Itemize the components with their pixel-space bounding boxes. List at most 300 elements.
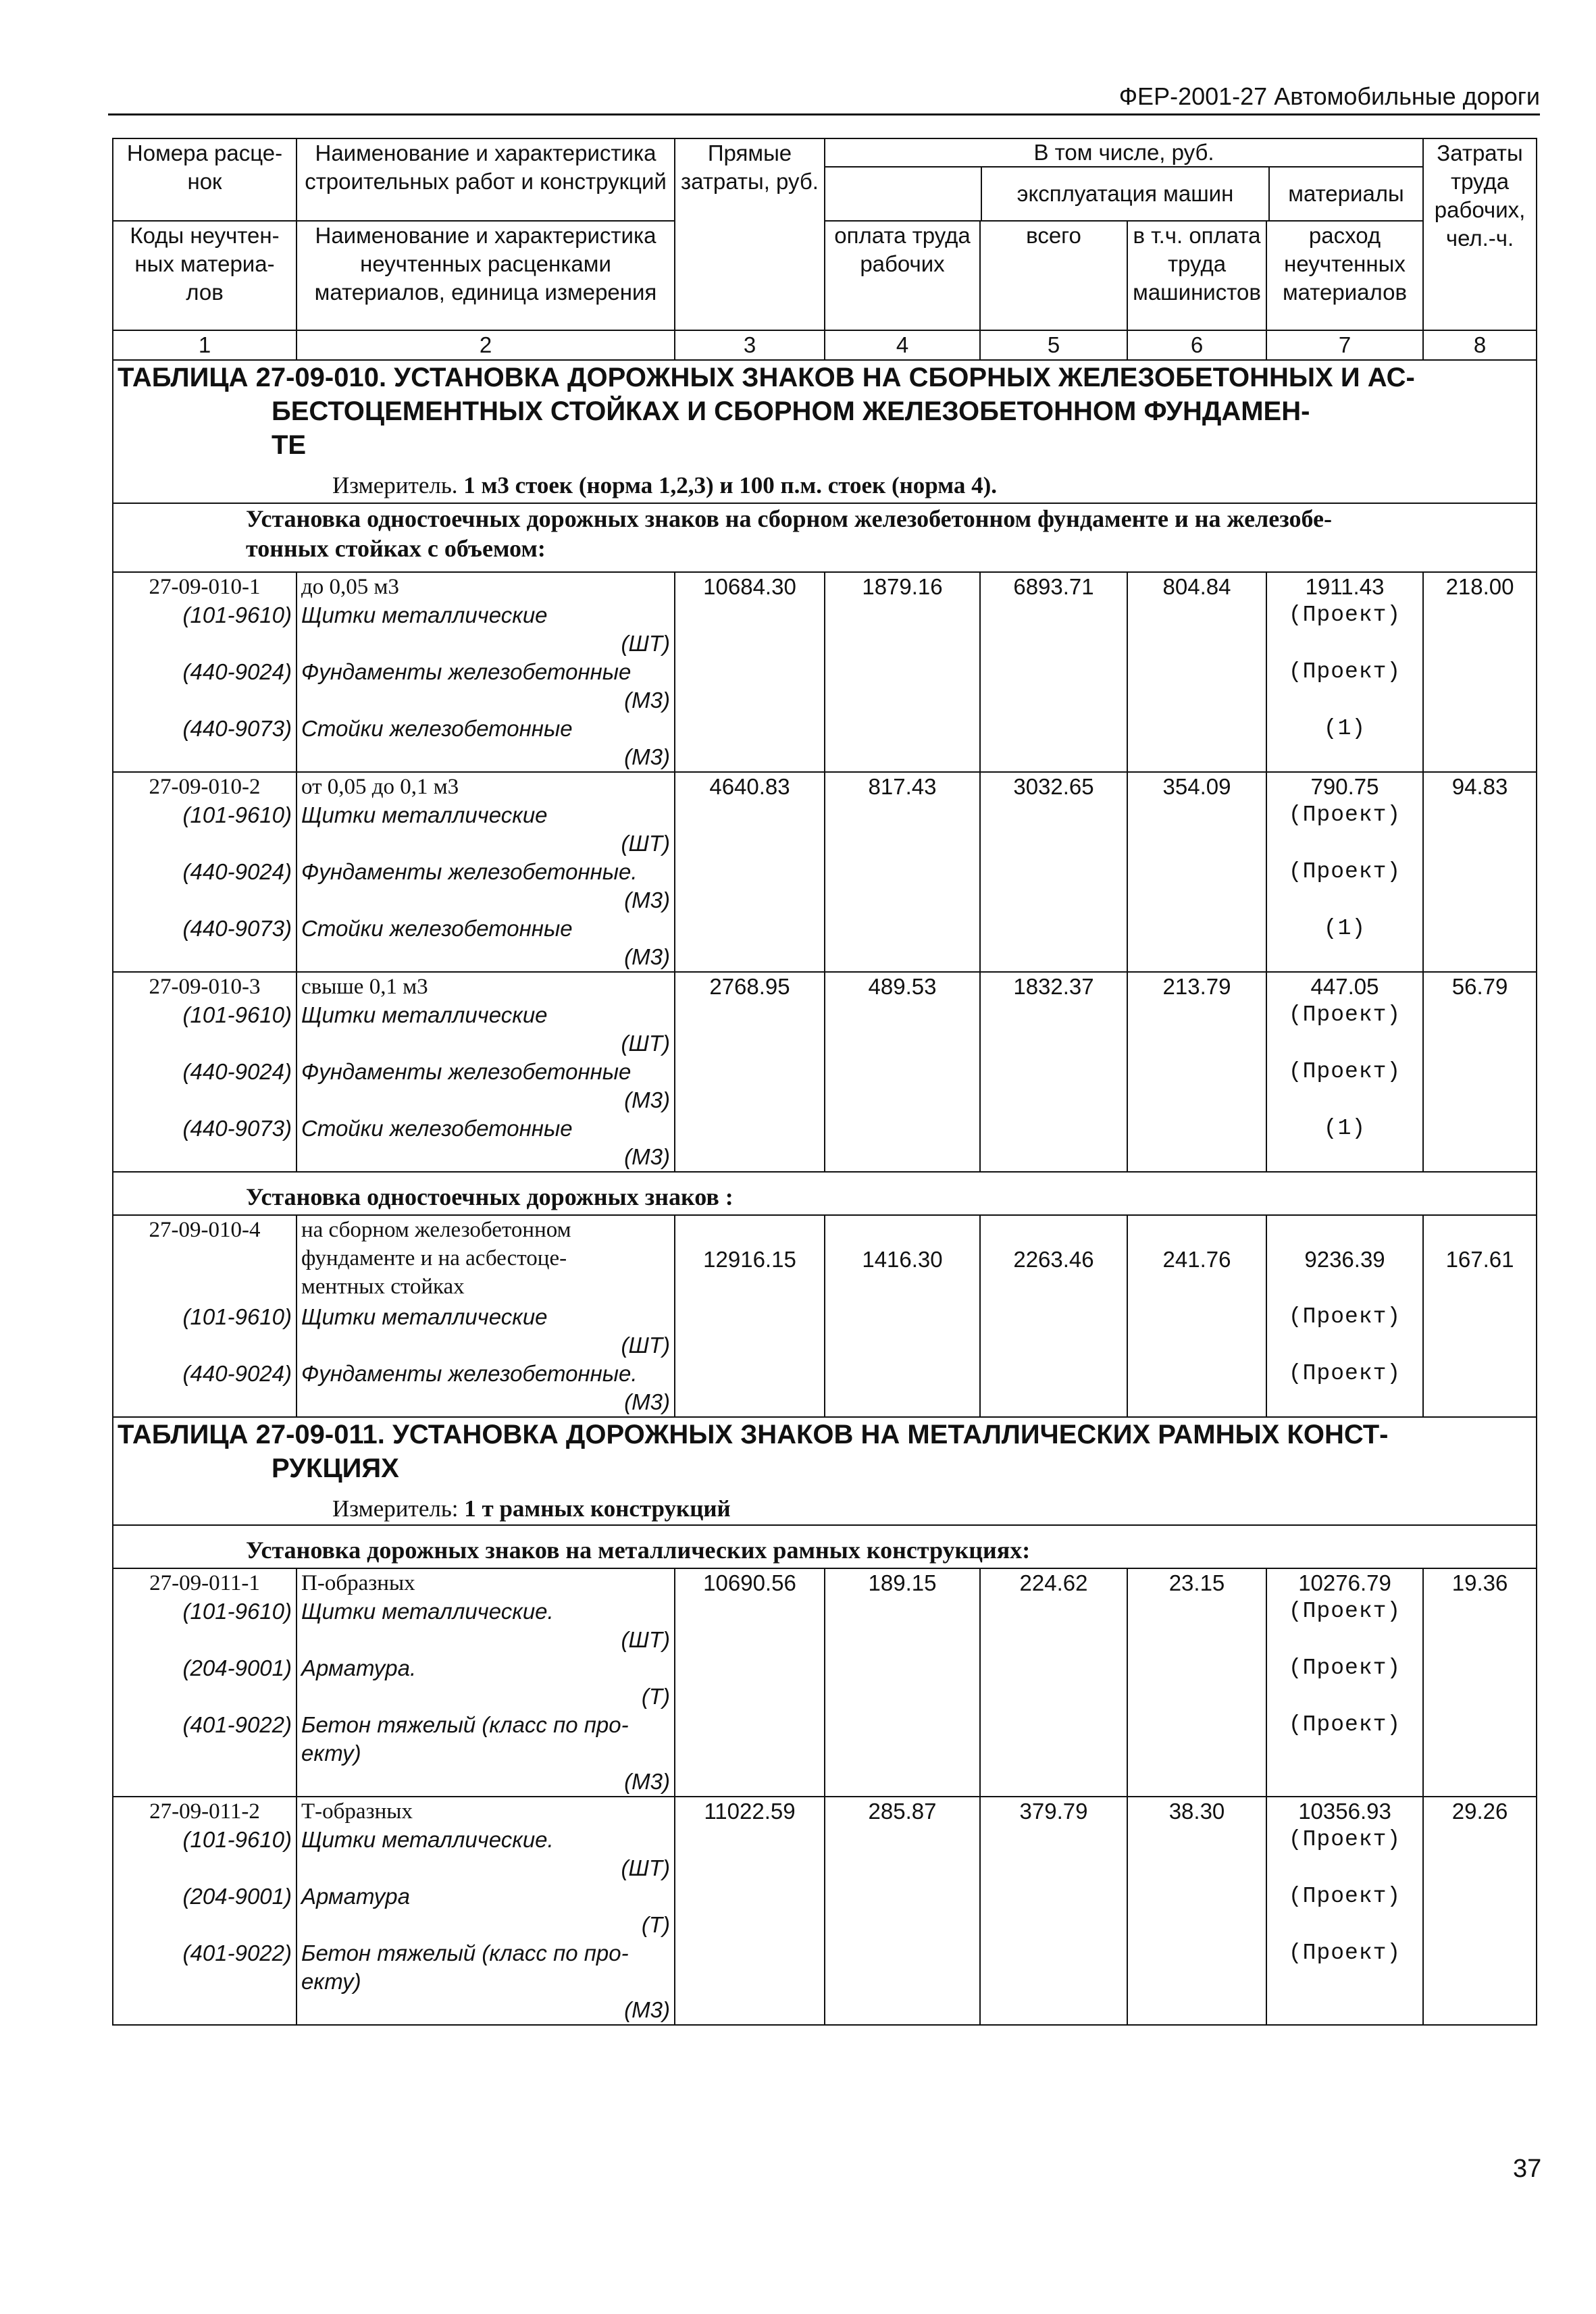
subsection-line: Установка одностоечных дорожных знаков : (246, 1183, 733, 1210)
empty-cell (980, 943, 1127, 972)
page-number: 37 (1513, 2155, 1542, 2183)
value-hours: 218.00 (1423, 572, 1537, 601)
rate-row (113, 972, 1537, 1001)
empty-cell (1423, 1911, 1537, 1939)
rate-name: Т-образных (297, 1797, 675, 1826)
material-qty: (1) (1266, 715, 1423, 743)
empty-cell (675, 1911, 825, 1939)
empty-cell (825, 1826, 980, 1854)
title-line: ТАБЛИЦА 27-09-011. УСТАНОВКА ДОРОЖНЫХ ЗНАКОВ НА МЕТАЛЛИЧЕСКИХ РАМНЫХ КОНСТ- (118, 1420, 1389, 1449)
header-row-2 (113, 221, 1537, 330)
material-unit: (ШТ) (297, 1854, 675, 1882)
material-unit: (ШТ) (297, 1331, 675, 1360)
rate-name: П-образных (297, 1568, 675, 1597)
subsection-line: Установка одностоечных дорожных знаков на сборном железобетонном фундаменте и на железобе- (246, 505, 1333, 532)
empty-cell (1423, 1882, 1537, 1911)
empty-cell (980, 629, 1127, 658)
material-unit-row (113, 743, 1537, 772)
empty-cell (980, 1939, 1127, 1996)
material-code: (401-9022) (113, 1939, 297, 1996)
empty-cell (825, 858, 980, 886)
value-direct: 2768.95 (675, 972, 825, 1001)
material-name: Стойки железобетонные (297, 1114, 675, 1143)
material-code: (440-9073) (113, 715, 297, 743)
empty-cell (980, 886, 1127, 915)
empty-cell (1423, 1654, 1537, 1682)
material-unit: (М3) (297, 943, 675, 972)
material-code: (101-9610) (113, 601, 297, 629)
empty-cell (675, 1626, 825, 1654)
value-labor: 817.43 (825, 772, 980, 801)
empty-cell (675, 1939, 825, 1996)
measure-unit (332, 471, 1532, 500)
empty-cell (1423, 743, 1537, 772)
material-qty: (Проект) (1266, 1882, 1423, 1911)
value-direct: 11022.59 (675, 1797, 825, 1826)
material-row (113, 1058, 1537, 1086)
measure-unit (332, 1495, 1532, 1523)
empty-cell (113, 1682, 297, 1711)
empty-cell (1127, 1939, 1266, 1996)
empty-cell (980, 1360, 1127, 1388)
material-qty: (Проект) (1266, 1939, 1423, 1996)
material-code: (401-9022) (113, 1711, 297, 1768)
empty-cell (113, 629, 297, 658)
empty-cell (675, 1303, 825, 1331)
empty-cell (1266, 829, 1423, 858)
material-qty: (Проект) (1266, 658, 1423, 686)
empty-cell (980, 1654, 1127, 1682)
empty-cell (825, 1388, 980, 1417)
empty-cell (675, 858, 825, 886)
hdr-labor: оплата труда рабочих (825, 221, 980, 330)
rate-code: 27-09-011-1 (113, 1568, 297, 1597)
colnum: 2 (297, 330, 675, 360)
empty-cell (1423, 858, 1537, 886)
table-title-cell (113, 1417, 1537, 1525)
material-code: (101-9610) (113, 1826, 297, 1854)
empty-cell (1266, 686, 1423, 715)
empty-cell (1127, 743, 1266, 772)
empty-cell (675, 1882, 825, 1911)
material-row (113, 1711, 1537, 1768)
material-unit: (М3) (297, 743, 675, 772)
material-name: Щитки металлические. (297, 1826, 675, 1854)
empty-cell (825, 886, 980, 915)
value-mach-labor: 354.09 (1127, 772, 1266, 801)
empty-cell (675, 1388, 825, 1417)
empty-cell (113, 1768, 297, 1797)
empty-cell (1127, 1768, 1266, 1797)
empty-cell (1127, 1882, 1266, 1911)
subsection-row (113, 1525, 1537, 1568)
value-direct: 12916.15 (675, 1215, 825, 1303)
material-qty: (Проект) (1266, 1597, 1423, 1626)
material-unit-row (113, 1854, 1537, 1882)
empty-cell (1127, 629, 1266, 658)
empty-cell (113, 1911, 297, 1939)
empty-cell (675, 886, 825, 915)
material-unit-row (113, 1626, 1537, 1654)
title-line: ТЕ (272, 430, 307, 460)
table-title (118, 1418, 1532, 1485)
material-name: Фундаменты железобетонные (297, 1058, 675, 1086)
value-direct: 10690.56 (675, 1568, 825, 1597)
material-unit-row (113, 1143, 1537, 1172)
value-mach-total: 379.79 (980, 1797, 1127, 1826)
empty-cell (113, 886, 297, 915)
rate-code: 27-09-010-1 (113, 572, 297, 601)
material-unit-row (113, 1996, 1537, 2025)
subsection-title (118, 1535, 1532, 1565)
empty-cell (825, 1882, 980, 1911)
empty-cell (1423, 943, 1537, 972)
material-qty: (Проект) (1266, 601, 1423, 629)
material-name: Арматура. (297, 1654, 675, 1682)
value-labor: 489.53 (825, 972, 980, 1001)
value-mach-total: 1832.37 (980, 972, 1127, 1001)
empty-cell (825, 1331, 980, 1360)
empty-cell (675, 1331, 825, 1360)
empty-cell (1266, 629, 1423, 658)
material-row (113, 1654, 1537, 1682)
material-name: Фундаменты железобетонные. (297, 858, 675, 886)
rates-table (112, 138, 1537, 2026)
material-unit-row (113, 1331, 1537, 1360)
value-materials: 790.75 (1266, 772, 1423, 801)
material-code: (204-9001) (113, 1654, 297, 1682)
empty-cell (825, 743, 980, 772)
material-name: Арматура (297, 1882, 675, 1911)
hdr-materials: материалы (1288, 181, 1404, 206)
empty-cell (980, 743, 1127, 772)
empty-cell (113, 686, 297, 715)
material-name: Фундаменты железобетонные. (297, 1360, 675, 1388)
empty-cell (1266, 1768, 1423, 1797)
empty-cell (980, 1114, 1127, 1143)
material-unit-row (113, 886, 1537, 915)
empty-cell (980, 1086, 1127, 1114)
empty-cell (675, 743, 825, 772)
empty-cell (1127, 1826, 1266, 1854)
rate-name-line: фундаменте и на асбестоце- (301, 1246, 567, 1270)
empty-cell (980, 1996, 1127, 2025)
material-row (113, 658, 1537, 686)
hdr-mat-usage: расход неучтенных материалов (1266, 221, 1423, 330)
value-mach-labor: 241.76 (1127, 1215, 1266, 1303)
empty-cell (1266, 1626, 1423, 1654)
title-line: ТАБЛИЦА 27-09-010. УСТАНОВКА ДОРОЖНЫХ ЗНАКОВ НА СБОРНЫХ ЖЕЛЕЗОБЕТОННЫХ И АС- (118, 363, 1415, 392)
empty-cell (675, 601, 825, 629)
empty-cell (675, 1654, 825, 1682)
empty-cell (825, 686, 980, 715)
empty-cell (675, 1360, 825, 1388)
value-hours: 29.26 (1423, 1797, 1537, 1826)
empty-cell (980, 1597, 1127, 1626)
material-unit-row (113, 1682, 1537, 1711)
empty-cell (980, 686, 1127, 715)
subsection-row (113, 1172, 1537, 1215)
empty-cell (1423, 1854, 1537, 1882)
empty-cell (675, 1597, 825, 1626)
empty-cell (675, 801, 825, 829)
empty-cell (825, 1626, 980, 1654)
empty-cell (1127, 829, 1266, 858)
empty-cell (1266, 743, 1423, 772)
hdr-machines: эксплуатация машин (982, 168, 1270, 220)
empty-cell (825, 1654, 980, 1682)
empty-cell (825, 1711, 980, 1768)
empty-cell (1423, 1058, 1537, 1086)
empty-cell (675, 1854, 825, 1882)
empty-cell (825, 601, 980, 629)
empty-cell (1127, 858, 1266, 886)
material-unit-row (113, 629, 1537, 658)
empty-cell (980, 1029, 1127, 1058)
empty-cell (113, 1626, 297, 1654)
colnum: 8 (1423, 330, 1537, 360)
empty-cell (1423, 1939, 1537, 1996)
material-name: Стойки железобетонные (297, 915, 675, 943)
empty-cell (825, 1143, 980, 1172)
material-unit: (М3) (297, 886, 675, 915)
empty-cell (1127, 915, 1266, 943)
subsection-cell (113, 1525, 1537, 1568)
material-name (297, 1711, 675, 1768)
hdr-codes: Номера расце-нок (113, 138, 297, 221)
empty-cell (1266, 1996, 1423, 2025)
empty-cell (980, 915, 1127, 943)
rate-code: 27-09-010-2 (113, 772, 297, 801)
empty-cell (1423, 1029, 1537, 1058)
material-name: Щитки металлические (297, 1303, 675, 1331)
empty-cell (1423, 1626, 1537, 1654)
colnum: 5 (980, 330, 1127, 360)
empty-cell (675, 1029, 825, 1058)
empty-cell (1423, 1303, 1537, 1331)
material-qty: (Проект) (1266, 858, 1423, 886)
empty-cell (1423, 886, 1537, 915)
material-row (113, 801, 1537, 829)
empty-cell (675, 1682, 825, 1711)
table-27-09-011-header (113, 1417, 1537, 1525)
material-row (113, 1826, 1537, 1854)
hdr-mach-total: всего (980, 221, 1127, 330)
empty-cell (980, 715, 1127, 743)
material-row (113, 1939, 1537, 1996)
value-materials: 1911.43 (1266, 572, 1423, 601)
empty-cell (113, 1996, 297, 2025)
empty-cell (675, 915, 825, 943)
empty-cell (1127, 801, 1266, 829)
empty-cell (675, 1826, 825, 1854)
colnum: 3 (675, 330, 825, 360)
empty-cell (1127, 1114, 1266, 1143)
empty-cell (1127, 715, 1266, 743)
empty-cell (1266, 1086, 1423, 1114)
material-row (113, 601, 1537, 629)
empty-cell (675, 1114, 825, 1143)
value-direct: 4640.83 (675, 772, 825, 801)
empty-cell (675, 1996, 825, 2025)
material-unit-row (113, 1768, 1537, 1797)
empty-cell (825, 1114, 980, 1143)
empty-cell (1266, 1911, 1423, 1939)
material-name: Щитки металлические (297, 1001, 675, 1029)
empty-cell (1127, 1001, 1266, 1029)
rate-code: 27-09-011-2 (113, 1797, 297, 1826)
value-mach-labor: 38.30 (1127, 1797, 1266, 1826)
material-qty: (Проект) (1266, 1826, 1423, 1854)
empty-cell (1423, 629, 1537, 658)
empty-cell (1423, 1360, 1537, 1388)
empty-cell (1127, 658, 1266, 686)
material-qty: (Проект) (1266, 1001, 1423, 1029)
rate-row (113, 572, 1537, 601)
rate-code: 27-09-010-3 (113, 972, 297, 1001)
material-code: (440-9073) (113, 915, 297, 943)
empty-cell (1423, 1682, 1537, 1711)
colnum: 4 (825, 330, 980, 360)
empty-cell (1423, 1143, 1537, 1172)
material-unit: (ШТ) (297, 829, 675, 858)
value-hours: 94.83 (1423, 772, 1537, 801)
empty-cell (1423, 1331, 1537, 1360)
empty-cell (113, 829, 297, 858)
empty-cell (980, 829, 1127, 858)
empty-cell (1266, 1029, 1423, 1058)
empty-cell (825, 829, 980, 858)
material-row (113, 1303, 1537, 1331)
empty-cell (1266, 1854, 1423, 1882)
empty-cell (980, 1001, 1127, 1029)
empty-cell (1127, 1854, 1266, 1882)
empty-cell (1127, 1029, 1266, 1058)
material-qty: (Проект) (1266, 801, 1423, 829)
empty-cell (980, 1626, 1127, 1654)
empty-cell (825, 1029, 980, 1058)
material-unit: (М3) (297, 1086, 675, 1114)
empty-cell (1127, 1654, 1266, 1682)
empty-cell (1127, 1911, 1266, 1939)
empty-cell (113, 1854, 297, 1882)
measure-prefix: Измеритель. (332, 472, 458, 498)
empty-cell (980, 1826, 1127, 1854)
empty-cell (1423, 686, 1537, 715)
material-name: Стойки железобетонные (297, 715, 675, 743)
empty-cell (1266, 1388, 1423, 1417)
material-name-line: екту) (301, 1741, 361, 1766)
value-mach-total: 3032.65 (980, 772, 1127, 801)
empty-cell (1127, 943, 1266, 972)
empty-cell (113, 743, 297, 772)
empty-cell (1423, 1996, 1537, 2025)
material-unit-row (113, 1911, 1537, 1939)
empty-cell (675, 715, 825, 743)
empty-cell (113, 1331, 297, 1360)
rate-row (113, 1797, 1537, 1826)
empty-cell (1127, 1626, 1266, 1654)
empty-cell (1127, 686, 1266, 715)
empty-cell (113, 1388, 297, 1417)
material-name-line: екту) (301, 1969, 361, 1994)
value-mach-total: 2263.46 (980, 1215, 1127, 1303)
empty-cell (1127, 1058, 1266, 1086)
rate-name: от 0,05 до 0,1 м3 (297, 772, 675, 801)
value-materials: 9236.39 (1266, 1215, 1423, 1303)
empty-cell (1127, 1331, 1266, 1360)
rate-name-line: на сборном железобетонном (301, 1218, 571, 1242)
material-unit-row (113, 1086, 1537, 1114)
empty-cell (1423, 715, 1537, 743)
measure-value: 1 т рамных конструкций (464, 1495, 731, 1522)
material-unit-row (113, 1029, 1537, 1058)
empty-cell (675, 1143, 825, 1172)
material-qty: (Проект) (1266, 1711, 1423, 1768)
material-row (113, 1114, 1537, 1143)
colnum: 7 (1266, 330, 1423, 360)
empty-cell (675, 1086, 825, 1114)
material-unit: (ШТ) (297, 629, 675, 658)
rate-name: свыше 0,1 м3 (297, 972, 675, 1001)
value-mach-labor: 213.79 (1127, 972, 1266, 1001)
empty-cell (825, 915, 980, 943)
empty-cell (1127, 601, 1266, 629)
material-qty: (Проект) (1266, 1303, 1423, 1331)
empty-cell (1266, 1143, 1423, 1172)
empty-cell (675, 829, 825, 858)
value-labor: 1879.16 (825, 572, 980, 601)
title-line: БЕСТОЦЕМЕНТНЫХ СТОЙКАХ И СБОРНОМ ЖЕЛЕЗОБЕТОННОМ ФУНДАМЕН- (272, 396, 1310, 426)
empty-cell (980, 1711, 1127, 1768)
material-code: (440-9024) (113, 858, 297, 886)
empty-cell (825, 1996, 980, 2025)
empty-cell (675, 1058, 825, 1086)
empty-cell (1127, 1303, 1266, 1331)
empty-cell (825, 1768, 980, 1797)
empty-cell (1423, 1711, 1537, 1768)
material-code: (101-9610) (113, 1001, 297, 1029)
empty-cell (980, 801, 1127, 829)
empty-cell (675, 943, 825, 972)
material-unit: (М3) (297, 686, 675, 715)
material-code: (440-9024) (113, 658, 297, 686)
value-mach-labor: 23.15 (1127, 1568, 1266, 1597)
material-unit-row (113, 1388, 1537, 1417)
material-name: Щитки металлические (297, 601, 675, 629)
empty-cell (980, 1682, 1127, 1711)
empty-cell (675, 658, 825, 686)
rate-row (113, 772, 1537, 801)
material-code: (101-9610) (113, 801, 297, 829)
empty-cell (825, 1001, 980, 1029)
material-qty: (Проект) (1266, 1360, 1423, 1388)
empty-cell (113, 1086, 297, 1114)
empty-cell (825, 1360, 980, 1388)
empty-cell (825, 1854, 980, 1882)
material-qty: (Проект) (1266, 1654, 1423, 1682)
empty-cell (825, 1682, 980, 1711)
empty-cell (675, 629, 825, 658)
empty-cell (825, 1058, 980, 1086)
empty-cell (1423, 1826, 1537, 1854)
empty-cell (825, 1597, 980, 1626)
material-row (113, 715, 1537, 743)
table-title (118, 361, 1532, 462)
document-title: ФЕР-2001-27 Автомобильные дороги (1118, 82, 1540, 110)
value-labor: 189.15 (825, 1568, 980, 1597)
material-unit: (Т) (297, 1911, 675, 1939)
